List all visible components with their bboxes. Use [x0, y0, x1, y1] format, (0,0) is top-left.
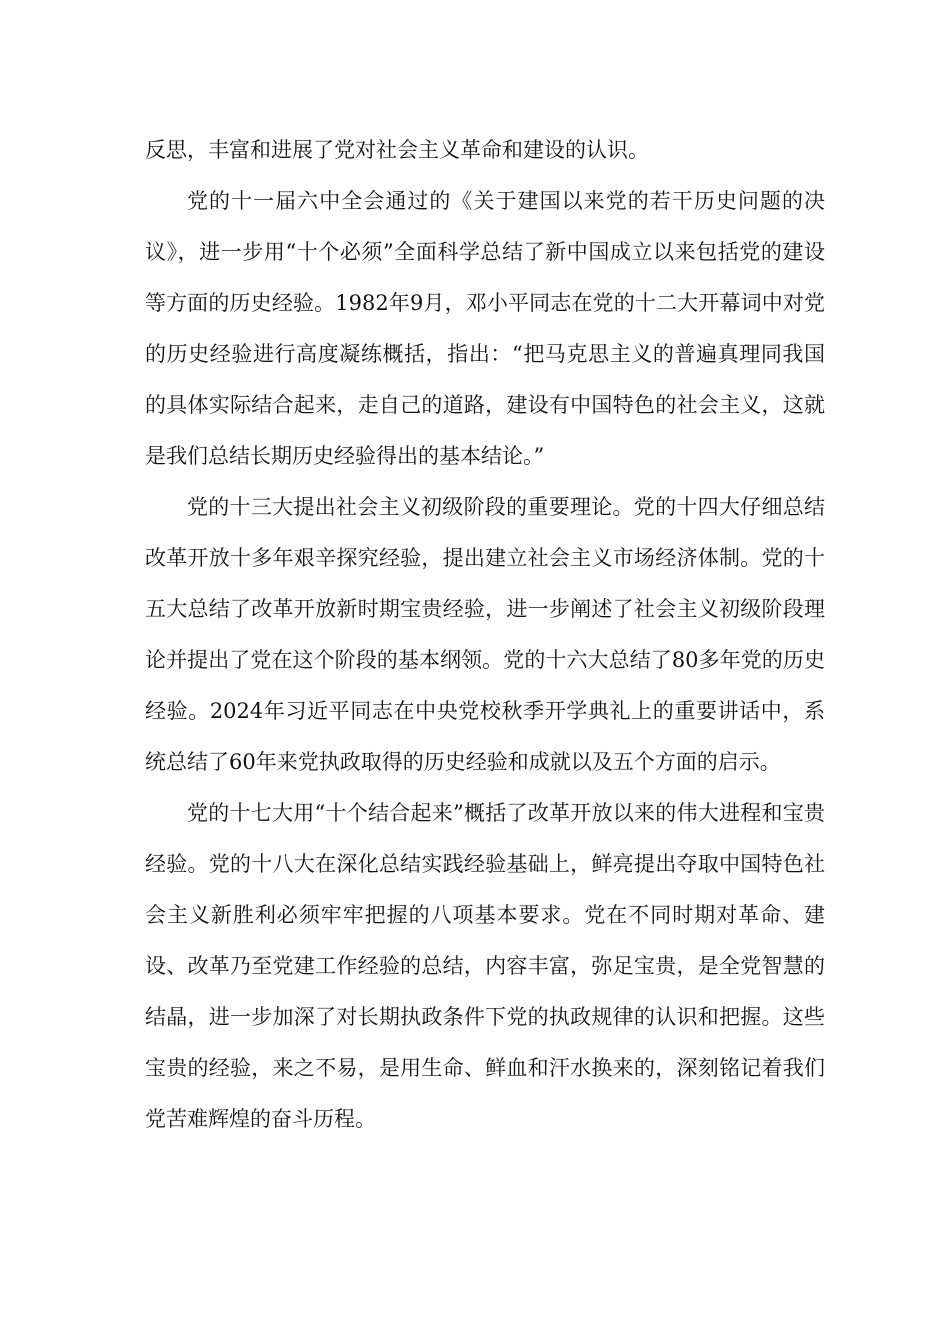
paragraph-continuation: 反思，丰富和进展了党对社会主义革命和建设的认识。 [145, 138, 649, 162]
document-body [145, 125, 825, 1145]
paragraph-resolution: 党的十一届六中全会通过的《关于建国以来党的若干历史问题的决议》，进一步用“十个必须”全面科学总结了新中国成立以来包括党的建设等方面的历史经验。1982年9月，邓小平同志在党的十二大开幕词中对党的历史经验进行高度凝练概括，指出：“把马克思主义的普遍真理同我国的具体实际结合起来，走自己的道路，建设有中国特色的社会主义，这就是我们总结长期历史经验得出的基本结论。” [145, 189, 825, 468]
paragraph-congress-13-16: 党的十三大提出社会主义初级阶段的重要理论。党的十四大仔细总结改革开放十多年艰辛探究经验，提出建立社会主义市场经济体制。党的十五大总结了改革开放新时期宝贵经验，进一步阐述了社会主义初级阶段理论并提出了党在这个阶段的基本纲领。党的十六大总结了80多年党的历史经验。2024年习近平同志在中央党校秋季开学典礼上的重要讲话中，系统总结了60年来党执政取得的历史经验和成就以及五个方面的启示。 [145, 495, 825, 774]
paragraph-congress-17-18: 党的十七大用“十个结合起来”概括了改革开放以来的伟大进程和宝贵经验。党的十八大在深化总结实践经验基础上，鲜亮提出夺取中国特色社会主义新胜利必须牢牢把握的八项基本要求。党在不同时期对革命、建设、改革乃至党建工作经验的总结，内容丰富，弥足宝贵，是全党智慧的结晶，进一步加深了对长期执政条件下党的执政规律的认识和把握。这些宝贵的经验，来之不易，是用生命、鲜血和汗水换来的，深刻铭记着我们党苦难辉煌的奋斗历程。 [145, 801, 825, 1131]
